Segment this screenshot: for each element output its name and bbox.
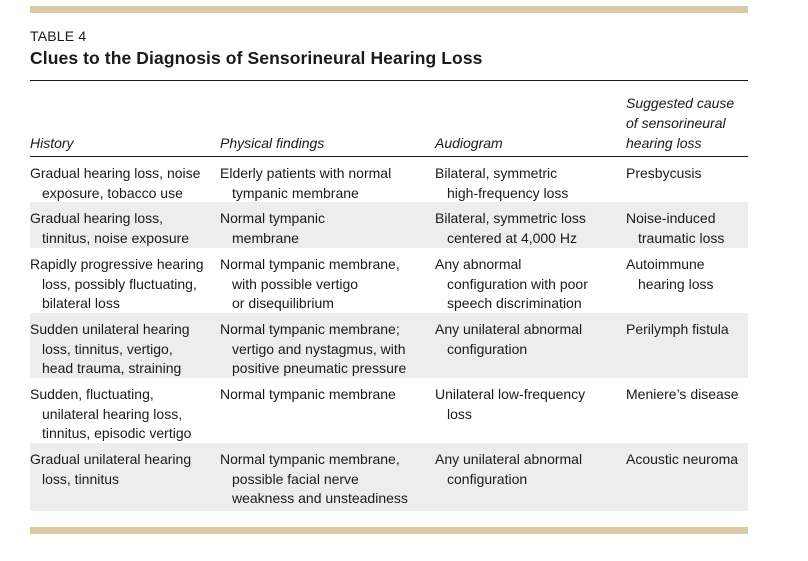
- cell-line: exposure, tobacco use: [42, 184, 183, 201]
- cell-line: Gradual hearing loss,: [30, 210, 164, 226]
- cell-history: [30, 255, 204, 314]
- cell-line: weakness and unsteadiness: [232, 490, 408, 506]
- cell-line: Normal tympanic membrane,: [220, 256, 400, 272]
- cell-suggested-cause: [626, 164, 701, 184]
- cell-line: possible facial nerve: [232, 470, 359, 487]
- cell-line: Elderly patients with normal: [220, 165, 392, 181]
- cell-line: Presbycusis: [626, 165, 702, 181]
- cell-line: Perilymph fistula: [626, 321, 729, 337]
- header-audiogram: Audiogram: [435, 135, 503, 151]
- cell-line: Any unilateral abnormal: [435, 451, 583, 467]
- cell-line: Bilateral, symmetric loss: [435, 210, 586, 226]
- header-history: History: [30, 135, 74, 151]
- cell-physical-findings: [220, 209, 325, 248]
- cell-history: [30, 385, 191, 444]
- cell-physical-findings: [220, 320, 406, 379]
- cell-line: loss, tinnitus: [42, 470, 120, 487]
- cell-suggested-cause: [626, 385, 739, 405]
- cell-line: Noise-induced: [626, 210, 716, 226]
- cell-line: Bilateral, symmetric: [435, 165, 558, 181]
- cell-line: Sudden, fluctuating,: [30, 386, 154, 402]
- bottom-accent-band: [30, 527, 748, 534]
- table-row: [30, 443, 748, 511]
- cell-physical-findings: [220, 450, 408, 509]
- cell-line: loss: [447, 405, 472, 422]
- cell-line: tinnitus, noise exposure: [42, 229, 190, 246]
- cell-line: high-frequency loss: [447, 184, 569, 201]
- cell-physical-findings: [220, 255, 400, 314]
- cell-suggested-cause: [626, 450, 738, 470]
- cell-line: Sudden unilateral hearing: [30, 321, 190, 337]
- table-row: [30, 248, 748, 313]
- cell-line: tympanic membrane: [232, 184, 359, 201]
- header-physical-findings: Physical findings: [220, 135, 325, 151]
- table-row: [30, 202, 748, 248]
- cell-line: Normal tympanic membrane,: [220, 451, 400, 467]
- cell-audiogram: [435, 164, 568, 203]
- cell-line: Autoimmune: [626, 256, 705, 272]
- cell-suggested-cause: [626, 209, 724, 248]
- cell-line: vertigo and nystagmus, with: [232, 340, 406, 357]
- cell-audiogram: [435, 320, 582, 359]
- cell-line: traumatic loss: [638, 229, 725, 246]
- table-header: [0, 0, 808, 160]
- cell-line: Any unilateral abnormal: [435, 321, 583, 337]
- cell-line: loss, tinnitus, vertigo,: [42, 340, 173, 357]
- cell-line: bilateral loss: [42, 295, 120, 311]
- cell-audiogram: [435, 385, 585, 424]
- cell-line: with possible vertigo: [232, 275, 359, 292]
- cell-line: tinnitus, episodic vertigo: [42, 425, 192, 441]
- cell-line: configuration with poor: [447, 275, 588, 292]
- cell-line: centered at 4,000 Hz: [447, 229, 577, 246]
- cell-line: hearing loss: [638, 275, 714, 292]
- cell-line: membrane: [232, 229, 299, 246]
- cell-physical-findings: [220, 164, 391, 203]
- table-body: [30, 157, 748, 511]
- cell-history: [30, 450, 191, 489]
- header-suggested-cause: [626, 93, 751, 153]
- cell-line: unilateral hearing loss,: [42, 405, 183, 422]
- table-title: Clues to the Diagnosis of Sensorineural Hearing Loss: [30, 48, 483, 68]
- cell-line: positive pneumatic pressure: [232, 360, 407, 376]
- cell-line: speech discrimination: [447, 295, 582, 311]
- cell-line: head trauma, straining: [42, 360, 182, 376]
- cell-line: loss, possibly fluctuating,: [42, 275, 197, 292]
- header-cause-line: hearing loss: [626, 135, 702, 151]
- table-row: [30, 313, 748, 378]
- cell-line: Acoustic neuroma: [626, 451, 739, 467]
- cell-line: Any abnormal: [435, 256, 522, 272]
- cell-physical-findings: [220, 385, 396, 405]
- cell-line: Normal tympanic: [220, 210, 326, 226]
- cell-audiogram: [435, 255, 588, 314]
- cell-line: Normal tympanic membrane;: [220, 321, 400, 337]
- cell-line: or disequilibrium: [232, 295, 334, 311]
- cell-audiogram: [435, 209, 586, 248]
- table-row: [30, 378, 748, 443]
- cell-line: configuration: [447, 340, 528, 357]
- cell-line: configuration: [447, 470, 528, 487]
- cell-line: Unilateral low-frequency: [435, 386, 586, 402]
- header-cause-line: of sensorineural: [626, 115, 726, 131]
- cell-line: Rapidly progressive hearing: [30, 256, 204, 272]
- cell-history: [30, 320, 190, 379]
- cell-line: Gradual hearing loss, noise: [30, 165, 201, 181]
- cell-line: Meniere’s disease: [626, 386, 739, 402]
- cell-suggested-cause: [626, 320, 729, 340]
- table-row: [30, 157, 748, 202]
- cell-history: [30, 209, 189, 248]
- header-cause-line: Suggested cause: [626, 95, 735, 111]
- cell-line: Gradual unilateral hearing: [30, 451, 192, 467]
- cell-suggested-cause: [626, 255, 714, 294]
- cell-history: [30, 164, 200, 203]
- table-label: TABLE 4: [30, 28, 87, 44]
- cell-line: Normal tympanic membrane: [220, 386, 396, 402]
- cell-audiogram: [435, 450, 582, 489]
